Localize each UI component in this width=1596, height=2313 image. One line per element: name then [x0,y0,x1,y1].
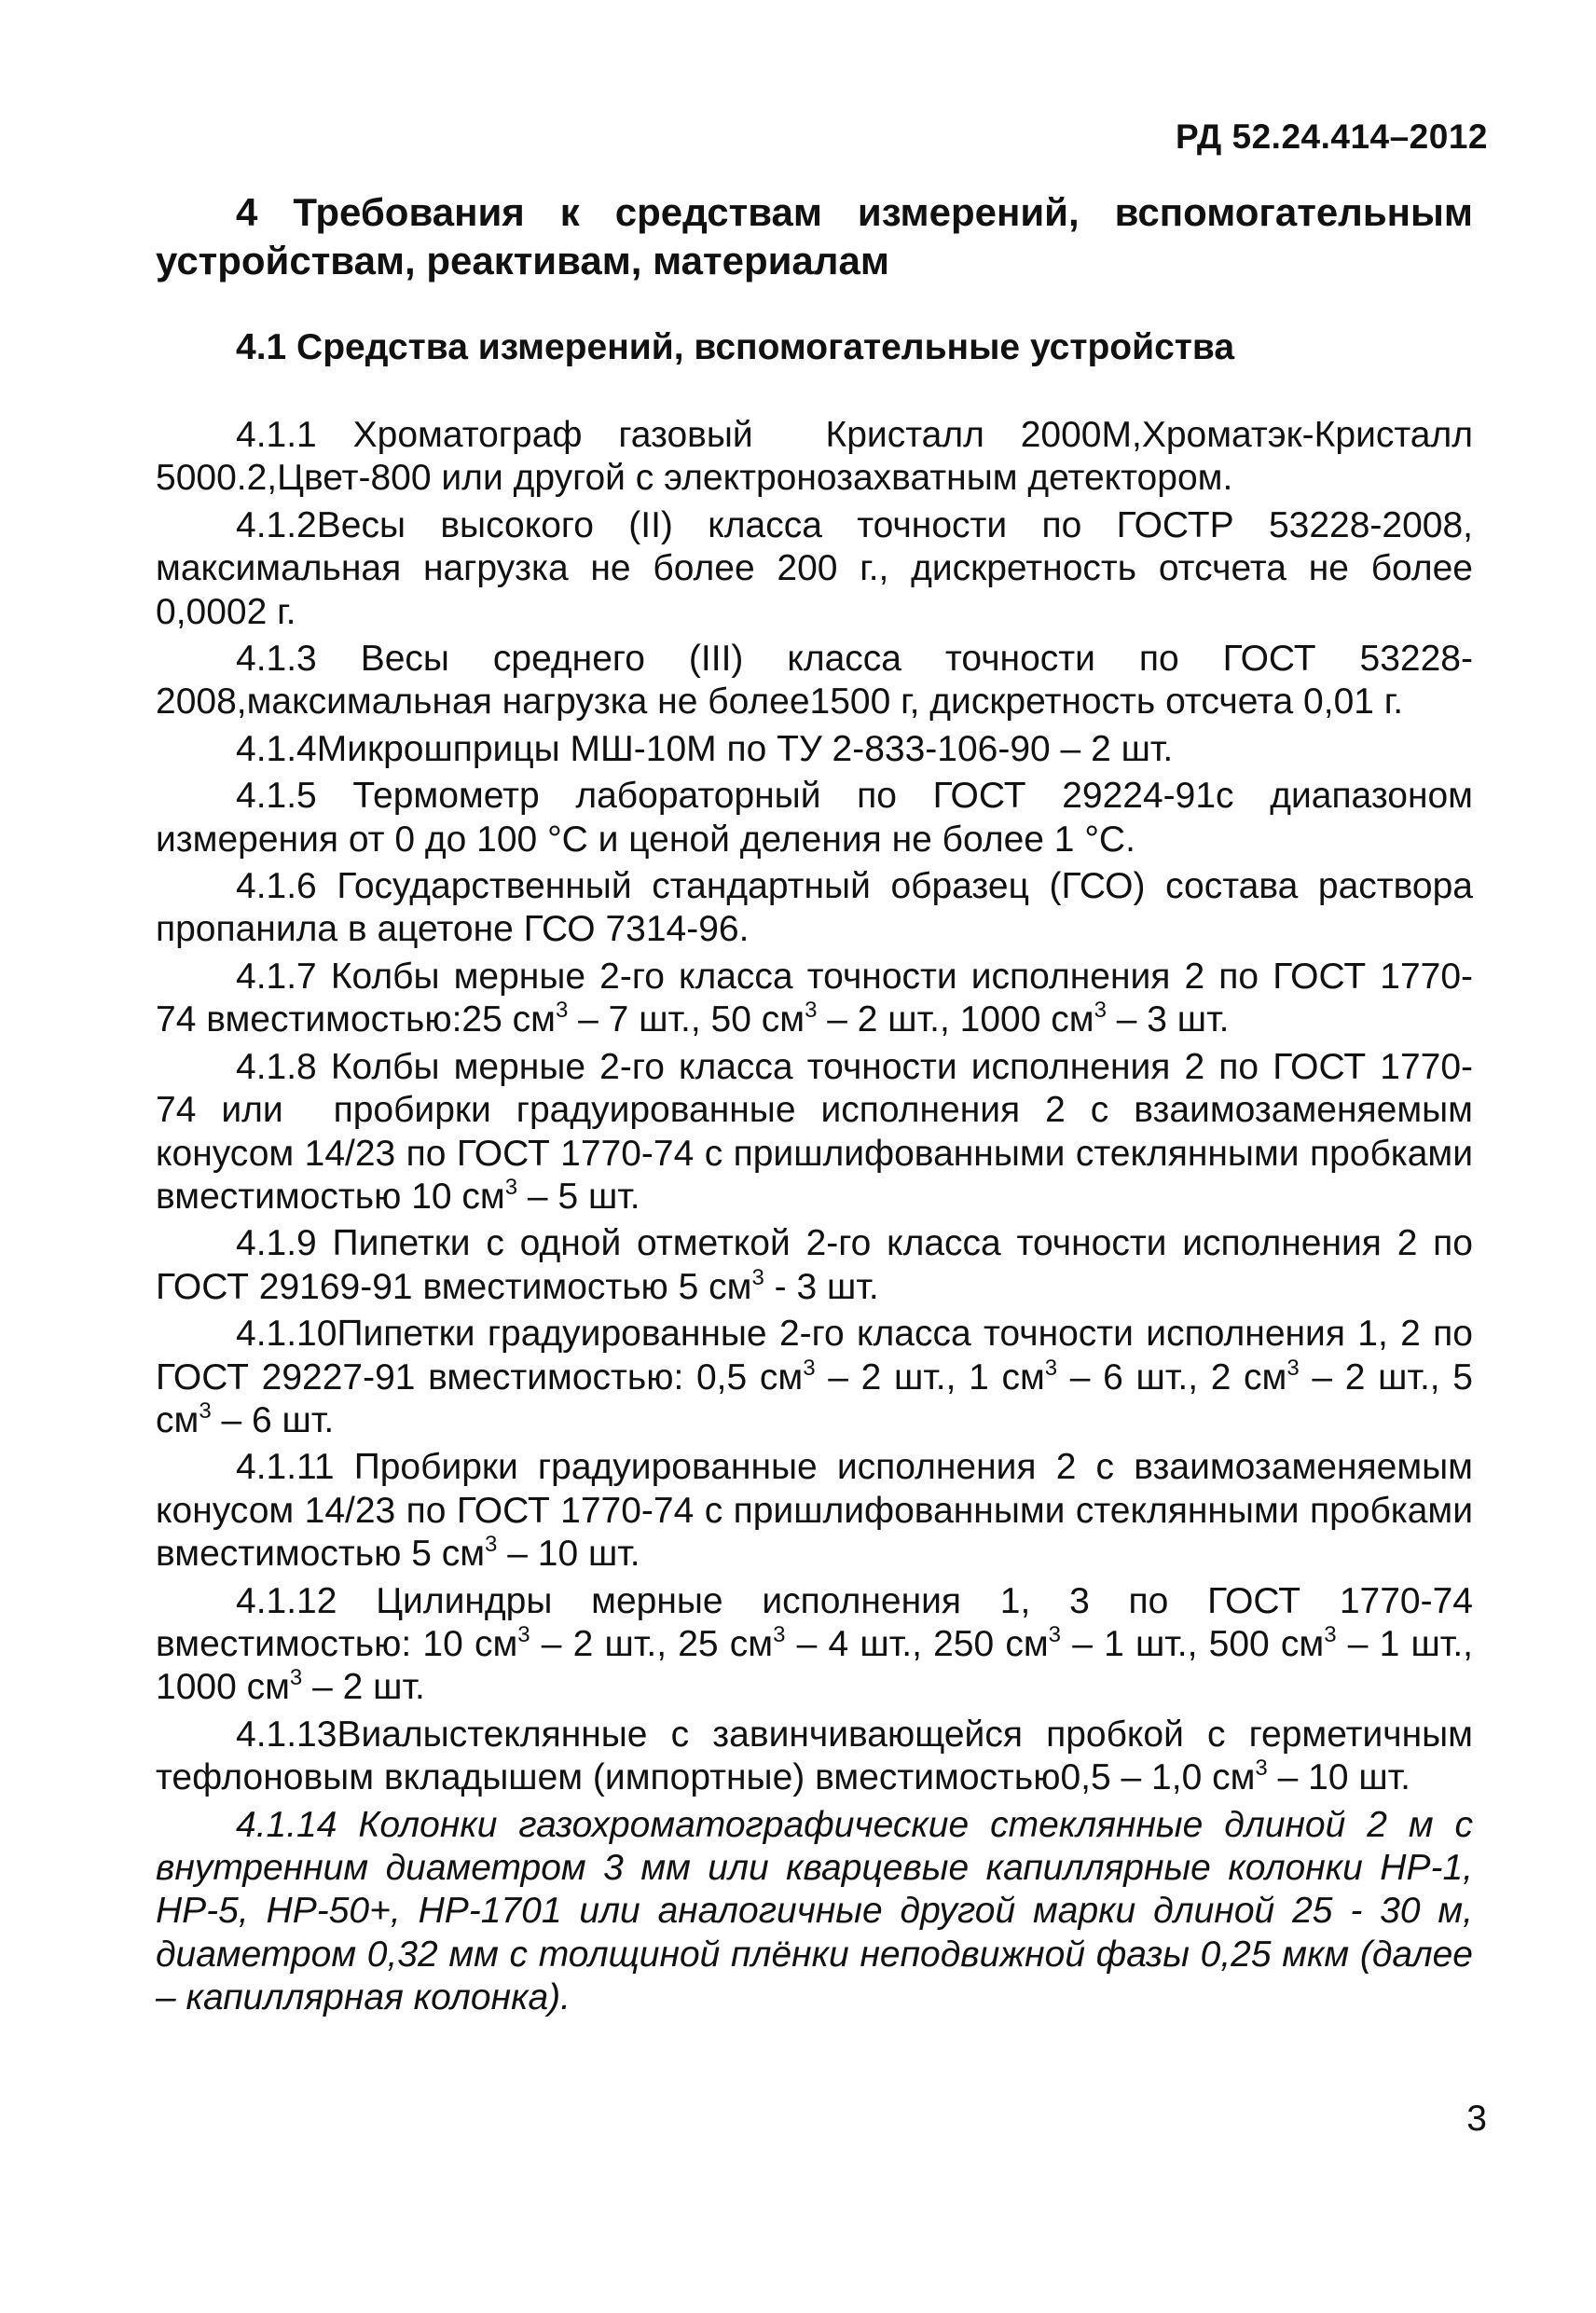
item-text: – 2 шт. [302,1667,425,1708]
superscript: 3 [1286,1355,1300,1381]
superscript: 3 [1044,1355,1058,1381]
list-item [156,956,1473,1042]
item-text: – 2 шт., 1000 см [817,999,1094,1040]
item-number: 4.1.4 [236,728,317,769]
item-text: Весы высокого (II) класса точности по ГОСТР 53228-2008, максимальная нагрузка не более 200 г., дискретность отсчета не более 0,0002 г. [156,504,1483,632]
item-text: – 5 шт. [517,1176,640,1217]
superscript: 3 [504,1174,518,1200]
item-text: Весы среднего (III) класса точности по ГОСТ 53228-2008,максимальная нагрузка не более1500 г, дискретность отсчета 0,01 г. [156,639,1473,723]
superscript: 3 [1094,998,1107,1024]
item-text: – 4 шт., 250 см [785,1623,1049,1664]
list-item [156,1046,1483,1219]
superscript: 3 [199,1397,212,1424]
item-text: Пипетки с одной отметкой 2-го класса точности исполнения 2 по ГОСТ 29169-91 вместимостью 5 см [156,1223,1483,1307]
item-text: – 7 шт., 50 см [568,999,805,1040]
item-text: Колонки газохроматографические стеклянные длиной 2 м [337,1804,1434,1845]
list-item [156,414,1483,501]
list-item [156,865,1483,952]
item-number: 4.1.12 [236,1580,337,1621]
item-number: 4.1.10 [236,1314,337,1355]
superscript: 3 [1048,1621,1062,1647]
list-item [156,728,1473,771]
document-code: РД 52.24.414–2012 [1176,117,1488,156]
page-content [156,188,1483,2024]
items-list [156,414,1483,2020]
item-number: 4.1.14 [236,1804,337,1845]
superscript: 3 [803,1355,816,1381]
list-item [156,1714,1483,1800]
superscript: 3 [805,998,818,1024]
superscript: 3 [751,1264,764,1290]
superscript: 3 [773,1621,786,1647]
superscript: 3 [555,998,569,1024]
list-item [156,775,1483,861]
list-item [156,1580,1483,1710]
list-item [156,1222,1483,1309]
item-number: 4.1.9 [236,1223,317,1264]
list-item [156,1313,1483,1442]
item-number: 4.1.2 [236,504,317,545]
item-text: – 3 шт. [1106,999,1230,1040]
list-item [156,638,1473,724]
item-text: – 6 шт., 2 см [1057,1356,1287,1397]
item-text: – 2 шт., 5 см [156,1356,1483,1440]
item-text: Микрошприцы МШ-10М по ТУ 2-833-106-90 – 2 шт. [316,728,1174,769]
item-number: 4.1.3 [236,639,317,680]
item-text: Пипетки градуированные 2-го класса точности исполнения 1, 2 по ГОСТ 29227-91 вместимостью: 0,5 см [156,1314,1483,1397]
item-text: – 10 шт. [1267,1757,1411,1798]
item-text: Колбы мерные 2-го класса точности исполнения 2 по ГОСТ 1770-74 вместимостью:25 см [156,956,1473,1040]
item-text: – 6 шт. [211,1399,335,1440]
item-text: Пробирки градуированные исполнения 2 с взаимозаменяемым конусом 14/23 по ГОСТ 1770-74 с пришлифованными стеклянными пробками вместимостью 5 см [156,1447,1483,1575]
item-text: Хроматограф газовый Кристалл 2000М,Хроматэк-Кристалл 5000.2,Цвет-800 или другой с электронозахватным детектором. [156,415,1483,499]
item-number: 4.1.13 [236,1714,337,1755]
item-number: 4.1.6 [236,866,317,907]
item-text: Виалыстеклянные с завинчивающейся пробкой с герметичным тефлоновым вкладышем (импортные) вместимостью0,5 – 1,0 см [156,1714,1483,1798]
item-text: Государственный стандартный образец (ГСО) состава раствора пропанила в ацетоне ГСО 7314-96. [156,866,1483,950]
item-text: – 10 шт. [497,1534,640,1575]
list-item [156,1446,1483,1576]
item-number: 4.1.5 [236,776,317,817]
list-item [156,1804,1483,2020]
section-heading: 4 Требования к средствам измерений, вспомогательным устройствам, реактивам, материалам [156,190,1473,282]
item-text: – 2 шт., 25 см [530,1623,774,1664]
superscript: 3 [517,1621,530,1647]
superscript: 3 [485,1532,498,1558]
item-number: 4.1.11 [236,1447,335,1488]
item-text: – 2 шт., 1 см [815,1356,1045,1397]
item-number: 4.1.8 [236,1046,317,1087]
item-text: – 1 шт., 1000 см [156,1623,1483,1708]
item-text: – 1 шт., 500 см [1061,1623,1325,1664]
subsection-heading: 4.1 Средства измерений, вспомогательные устройства [236,327,1235,367]
superscript: 3 [1324,1621,1337,1647]
item-text: Термометр лабораторный по ГОСТ 29224-91с диапазоном измерения от 0 до 100 °С и ценой деления не более 1 °С. [156,776,1483,860]
page-number: 3 [1466,2099,1487,2139]
list-item [156,504,1483,634]
item-text: - 3 шт. [764,1266,879,1307]
item-text: Колбы мерные 2-го класса точности исполнения 2 по ГОСТ 1770-74 или пробирки градуированные исполнения 2 с взаимозаменяемым конусом 14/23 по ГОСТ 1770-74 с пришлифованными стеклянными пробками вместимостью 10 см [156,1046,1483,1217]
item-text: Цилиндры мерные исполнения 1, 3 по ГОСТ 1770-74 вместимостью: 10 см [156,1580,1483,1664]
superscript: 3 [1255,1755,1268,1782]
superscript: 3 [289,1665,303,1691]
item-number: 4.1.7 [236,956,317,997]
item-number: 4.1.1 [236,415,317,455]
item-text: с внутренним диаметром 3 мм или кварцевые капиллярные колонки НР-1, НР-5, НР-50+, НР-1701 или аналогичные другой марки длиной 25 - 30 м, диаметром 0,32 мм с толщиной плёнки неподвижной фазы 0,25 мкм (далее – капиллярная колонка). [156,1804,1483,2018]
